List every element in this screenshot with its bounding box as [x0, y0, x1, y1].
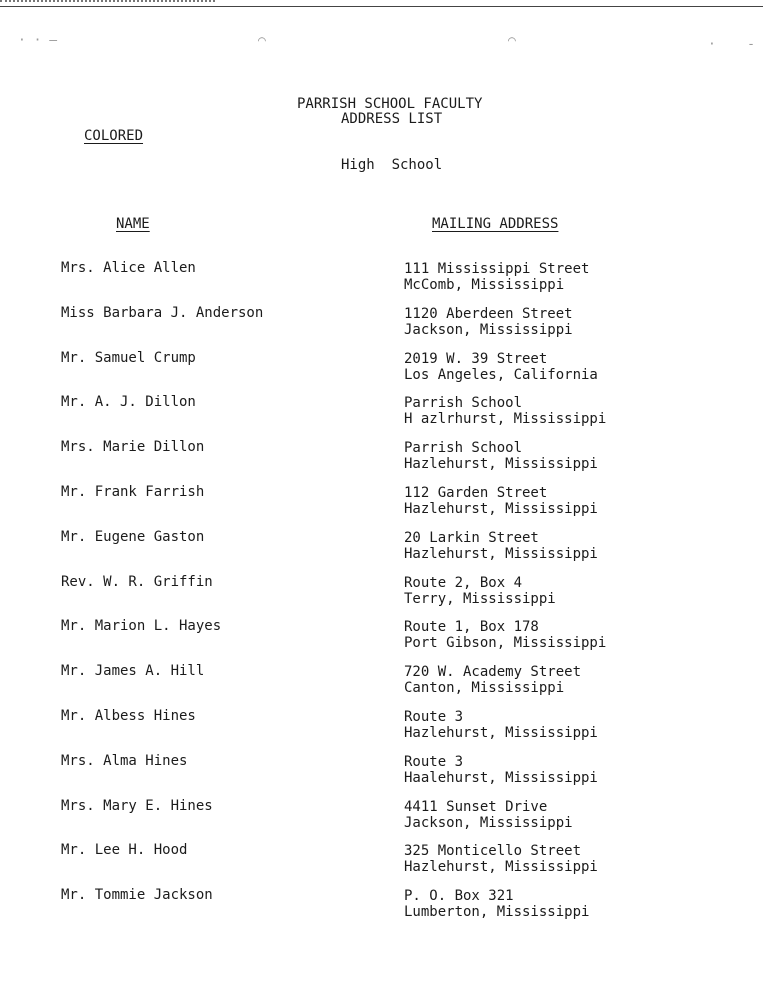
address-line-2: Jackson, Mississippi: [404, 322, 573, 338]
scan-speck: · · –: [18, 33, 58, 48]
faculty-name: Mr. Eugene Gaston: [61, 529, 205, 545]
scan-speck: ⌒: [508, 33, 516, 48]
name-column-header: NAME: [116, 216, 150, 232]
faculty-name: Mrs. Mary E. Hines: [61, 798, 213, 814]
faculty-name: Mr. Frank Farrish: [61, 484, 205, 500]
address-line-1: Route 1, Box 178: [404, 619, 539, 635]
faculty-name: Mr. Samuel Crump: [61, 350, 196, 366]
faculty-name: Miss Barbara J. Anderson: [61, 305, 264, 321]
address-line-2: McComb, Mississippi: [404, 277, 565, 293]
top-dotted-rule: [0, 0, 215, 4]
faculty-name: Mr. James A. Hill: [61, 663, 205, 679]
address-line-1: 111 Mississippi Street: [404, 261, 590, 277]
faculty-name: Mrs. Alma Hines: [61, 753, 188, 769]
address-line-1: Parrish School: [404, 440, 523, 456]
mailing-address-column-header: MAILING ADDRESS: [432, 216, 559, 232]
address-line-1: 720 W. Academy Street: [404, 664, 582, 680]
address-line-2: Terry, Mississippi: [404, 591, 556, 607]
address-line-1: Route 2, Box 4: [404, 575, 523, 591]
address-line-1: 112 Garden Street: [404, 485, 548, 501]
address-line-1: Parrish School: [404, 395, 523, 411]
scan-speck: ⌒: [258, 33, 266, 48]
address-line-1: 1120 Aberdeen Street: [404, 306, 573, 322]
address-line-1: 325 Monticello Street: [404, 843, 582, 859]
address-line-1: 20 Larkin Street: [404, 530, 539, 546]
address-line-2: Port Gibson, Mississippi: [404, 635, 607, 651]
address-line-2: Jackson, Mississippi: [404, 815, 573, 831]
document-title-line-2: ADDRESS LIST: [341, 111, 443, 127]
address-line-2: Hazlehurst, Mississippi: [404, 456, 598, 472]
address-line-2: Hazlehurst, Mississippi: [404, 859, 598, 875]
address-line-1: Route 3: [404, 754, 464, 770]
address-line-2: Hazlehurst, Mississippi: [404, 501, 598, 517]
faculty-name: Mr. Albess Hines: [61, 708, 196, 724]
faculty-name: Rev. W. R. Griffin: [61, 574, 213, 590]
address-line-1: 2019 W. 39 Street: [404, 351, 548, 367]
address-line-2: Canton, Mississippi: [404, 680, 565, 696]
address-line-2: Lumberton, Mississippi: [404, 904, 590, 920]
address-line-1: 4411 Sunset Drive: [404, 799, 548, 815]
address-line-1: Route 3: [404, 709, 464, 725]
address-line-1: P. O. Box 321: [404, 888, 514, 904]
address-line-2: Hazlehurst, Mississippi: [404, 725, 598, 741]
faculty-name: Mr. Tommie Jackson: [61, 887, 213, 903]
faculty-name: Mrs. Marie Dillon: [61, 439, 205, 455]
address-line-2: H azlrhurst, Mississippi: [404, 411, 607, 427]
address-line-2: Haalehurst, Mississippi: [404, 770, 598, 786]
address-line-2: Los Angeles, California: [404, 367, 598, 383]
category-label: COLORED: [84, 128, 144, 144]
faculty-name: Mr. Marion L. Hayes: [61, 618, 222, 634]
address-line-2: Hazlehurst, Mississippi: [404, 546, 598, 562]
faculty-name: Mr. Lee H. Hood: [61, 842, 188, 858]
school-level-label: High School: [341, 157, 443, 173]
scan-speck: · -: [708, 37, 755, 52]
faculty-name: Mrs. Alice Allen: [61, 260, 196, 276]
document-title-line-1: PARRISH SCHOOL FACULTY: [297, 96, 483, 112]
top-rule: [0, 6, 763, 7]
faculty-name: Mr. A. J. Dillon: [61, 394, 196, 410]
